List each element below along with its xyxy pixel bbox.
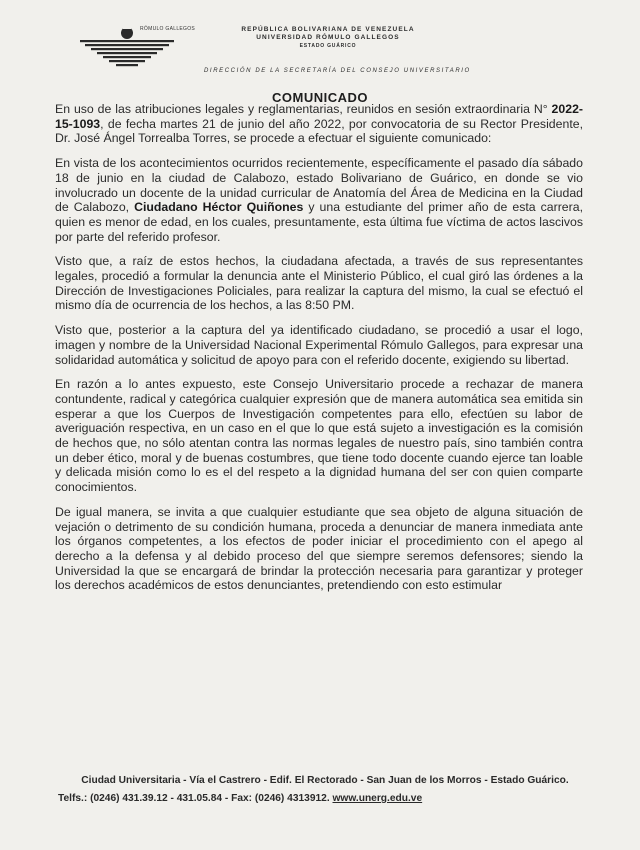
institution-name <box>228 26 428 50</box>
paragraph-5: En razón a lo antes expuesto, este Consejo Universitario procede a rechazar de manera contundente, radical y categórica cualquier expresión que de manera automática sea emitida sin esperar a que los Cuerpos de Investigación competentes para ello, efectúen su labor de averiguación respectiva, en un caso en el que lo que está sujeto a investigación es la comisión de hechos que, no sólo atentan contra las normas legales de nuestro país, sino también contra un deber ético, moral y de buenas costumbres, que tiene todo docente cuando ejerce tan loable y delicada misión como lo es el del respeto a la dignidad humana del ser con quien comparte conocimientos. <box>55 377 583 495</box>
logo-caption: RÓMULO GALLEGOS <box>140 26 196 32</box>
footer-phone: Telfs.: (0246) 431.39.12 - 431.05.84 - Fax: (0246) 4313912. <box>58 793 330 804</box>
footer-contact <box>30 792 620 806</box>
document-body <box>55 102 583 603</box>
department-line: DIRECCIÓN DE LA SECRETARÍA DEL CONSEJO UNIVERSITARIO <box>204 68 471 74</box>
footer-address: Ciudad Universitaria - Vía el Castrero - Edif. El Rectorado - San Juan de los Morros - Estado Guárico. <box>81 775 569 786</box>
header-line-country: REPÚBLICA BOLIVARIANA DE VENEZUELA <box>241 26 415 33</box>
letterhead <box>78 20 598 80</box>
document-title: COMUNICADO <box>272 90 368 105</box>
session-number: 2022-15-1093 <box>55 102 583 131</box>
paragraph-3: Visto que, a raíz de estos hechos, la ciudadana afectada, a través de sus representantes legales, procedió a formular la denuncia ante el Ministerio Público, el cual giró las órdenes a la Dirección de Investigaciones Policiales, para realizar la captura del mismo, la cual se efectuó el mismo día de ocurrencia de los hechos, a las 8:50 PM. <box>55 254 583 313</box>
footer <box>30 774 620 806</box>
header-line-university: UNIVERSIDAD RÓMULO GALLEGOS <box>256 34 400 41</box>
paragraph-2: En vista de los acontecimientos ocurridos recientemente, específicamente el pasado día sábado 18 de junio en la ciudad de Calabozo, estado Bolivariano de Guárico, en donde se vio involucrado un docente de la unidad curricular de Anatomía del Área de Medicina en la Ciudad de Calabozo, Ciudadano Héctor Quiñones y una estudiante del primer año de esta carrera, quien es menor de edad, en los cuales, presuntamente, esta última fue víctima de actos lascivos por parte del referido profesor. <box>55 156 583 244</box>
paragraph-6: De igual manera, se invita a que cualquier estudiante que sea objeto de alguna situación de vejación o detrimento de su condición humana, proceda a denunciar de manera inmediata ante los órganos competentes, a los efectos de poder iniciar el procedimiento con el apego al derecho a la defensa y al debido proceso del que siempre seremos defensores; siendo la Universidad la que se encargará de brindar la protección necesaria para garantizar y proteger los derechos académicos de estos denunciantes, pretendiendo con esto estimular <box>55 504 583 593</box>
footer-website-link[interactable]: www.unerg.edu.ve <box>332 793 423 804</box>
paragraph-4: Visto que, posterior a la captura del ya identificado ciudadano, se procedió a usar el logo, imagen y nombre de la Universidad Nacional Experimental Rómulo Gallegos, para expresar una solidaridad automática y solicitud de apoyo para con el referido docente, exigiendo su libertad. <box>55 323 583 367</box>
named-person: Ciudadano Héctor Quiñones <box>134 200 304 215</box>
paragraph-1: En uso de las atribuciones legales y reglamentarias, reunidos en sesión extraordinaria N° 2022-15-1093, de fecha martes 21 de junio del año 2022, por convocatoria de su Rector Presidente, Dr. José Ángel Torrealba Torres, se procede a efectuar el siguiente comunicado: <box>55 102 583 146</box>
header-line-state: ESTADO GUÁRICO <box>299 43 357 49</box>
